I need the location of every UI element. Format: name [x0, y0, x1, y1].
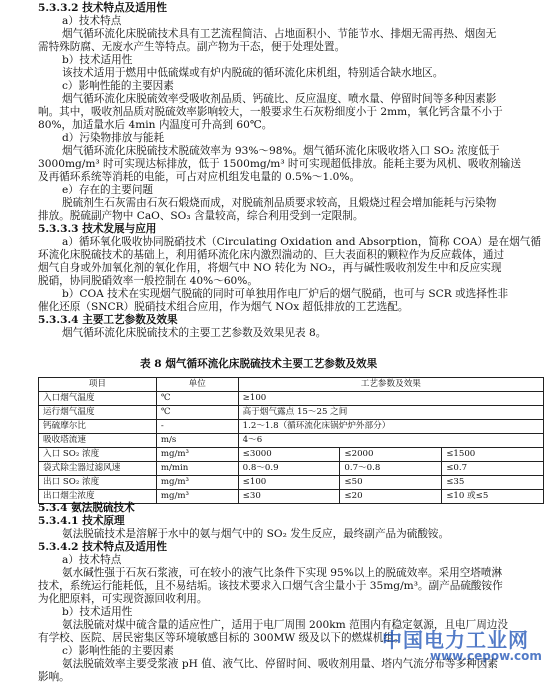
- row-unit: ℃: [156, 406, 238, 420]
- paragraph-line: 有学校、医院、居民密集区等环境敏感目标的 300MW 级及以下的燃煤机组。: [38, 632, 405, 644]
- row-value: ≤30: [238, 490, 340, 504]
- row-value: ≤50: [340, 476, 442, 490]
- table-row: [39, 462, 544, 476]
- row-value: ≤10 或≤5: [442, 490, 544, 504]
- paragraph-line: 脱硝，协同脱硝效率一般控制在 40%～60%。: [38, 275, 258, 287]
- paragraph-line: b）COA 技术在实现烟气脱硫的同时可单独用作电厂炉后的烟气脱硝，也可与 SCR 或选择性非: [62, 288, 509, 300]
- table-caption: 表 8 烟气循环流化床脱硫技术主要工艺参数及效果: [140, 358, 378, 370]
- sub-heading: c）影响性能的主要因素: [62, 645, 174, 657]
- paragraph-line: 烟气自身或外加氧化剂的氧化作用，将烟气中 NO 转化为 NO₂，再与碱性吸收剂发生中和反应实现: [38, 262, 502, 274]
- row-value: 1.2～1.8（循环流化床锅炉炉外部分）: [238, 420, 543, 434]
- table-row: [39, 406, 544, 420]
- watermark-url: www.cepow.com: [430, 649, 542, 663]
- heading-5-3-3-4: 5.3.3.4 主要工艺参数及效果: [38, 314, 178, 326]
- sub-heading: c）影响性能的主要因素: [62, 80, 174, 92]
- sub-heading: e）存在的主要问题: [62, 184, 154, 196]
- paragraph-line: 80%，加适量水后 4min 内温度可升高到 60℃。: [38, 119, 273, 131]
- table-header-row: [39, 378, 544, 392]
- sub-heading: b）技术适用性: [62, 606, 133, 618]
- row-unit: mg/m³: [156, 490, 238, 504]
- row-value: ≤0.7: [442, 462, 544, 476]
- heading-5-3-4: 5.3.4 氨法脱硫技术: [38, 502, 135, 514]
- paragraph-line: 烟气循环流化床脱硫技术具有工艺流程简洁、占地面积小、节能节水、排烟无需再热、烟囱无: [62, 28, 497, 40]
- row-value: 高于烟气露点 15～25 之间: [238, 406, 543, 420]
- paragraph-line: 为化肥原料，可实现资源回收利用。: [38, 593, 208, 605]
- table-row: [39, 448, 544, 462]
- row-value: ≤1500: [442, 448, 544, 462]
- sub-heading: d）污染物排放与能耗: [62, 132, 165, 144]
- table-row: [39, 420, 544, 434]
- sub-heading: a）技术特点: [62, 554, 122, 566]
- table-row: [39, 476, 544, 490]
- process-parameter-table: [38, 377, 544, 504]
- paragraph-line: 烟气循环流化床脱硫技术脱硫效率为 93%～98%。烟气循环流化床吸收塔入口 SO₂ 浓度低于: [62, 145, 500, 157]
- row-value: ≤20: [340, 490, 442, 504]
- row-value: ≤100: [238, 476, 340, 490]
- row-value: ≤2000: [340, 448, 442, 462]
- paragraph-line: 响。其中，吸收剂品质对脱硫效率影响较大，一般要求生石灰粉细度小于 2mm，氧化钙含量不小于: [38, 106, 503, 118]
- paragraph-line: a）循环氧化吸收协同脱硝技术（Circulating Oxidation and Absorption，简称 COA）是在烟气循: [62, 236, 541, 248]
- header-unit: 单位: [156, 378, 238, 392]
- row-value: ≤35: [442, 476, 544, 490]
- paragraph-line: 氨法脱硫对煤中硫含量的适应性广，适用于电厂周围 200km 范围内有稳定氨源，且电厂周边没: [62, 619, 508, 631]
- heading-5-3-4-2: 5.3.4.2 技术特点及适用性: [38, 541, 167, 553]
- row-item: 出口 SO₂ 浓度: [39, 476, 157, 490]
- row-value: ≥100: [238, 392, 543, 406]
- paragraph-line: 3000mg/m³ 时可实现达标排放，低于 1500mg/m³ 时可实现超低排放。能耗主要为风机、吸收剂输送: [38, 158, 521, 170]
- row-item: 运行烟气温度: [39, 406, 157, 420]
- paragraph-line: 需特殊防腐、无废水产生等特点。副产物为干态，便于处理处置。: [38, 41, 346, 53]
- paragraph-line: 烟气循环流化床脱硫技术的主要工艺参数及效果见表 8。: [62, 327, 327, 339]
- paragraph-line: 催化还原（SNCR）脱硝技术组合应用，作为烟气 NOx 超低排放的工艺选配。: [38, 301, 409, 313]
- row-item: 出口烟尘浓度: [39, 490, 157, 504]
- paragraph-line: 技术，系统运行能耗低，且不易结垢。该技术要求入口烟气含尘量小于 35mg/m³。副产品硫酸铵作: [38, 580, 503, 592]
- heading-5-3-4-1: 5.3.4.1 技术原理: [38, 515, 125, 527]
- table-row: [39, 392, 544, 406]
- paragraph-line: 氨水碱性强于石灰石浆液，可在较小的液气比条件下实现 95%以上的脱硫效率。采用空塔喷淋: [62, 567, 503, 579]
- row-item: 吸收塔流速: [39, 434, 157, 448]
- sub-heading: a）技术特点: [62, 15, 122, 27]
- paragraph-line: 烟气循环流化床脱硫效率受吸收剂品质、钙硫比、反应温度、喷水量、停留时间等多种因素影: [62, 93, 497, 105]
- row-value: ≤3000: [238, 448, 340, 462]
- paragraph-line: 及再循环系统等消耗的电能，可占对应机组发电量的 0.5%～1.0%。: [38, 171, 361, 183]
- paragraph-line: 氨法脱硫技术是溶解于水中的氨与烟气中的 SO₂ 发生反应，最终副产品为硫酸铵。: [62, 528, 450, 540]
- row-unit: mg/m³: [156, 448, 238, 462]
- row-value: 4～6: [238, 434, 543, 448]
- row-item: 袋式除尘器过滤风速: [39, 462, 157, 476]
- paragraph-line: 环流化床脱硫技术的基础上，利用循环流化床内激烈湍动的、巨大表面积的颗粒作为反应载体，通过: [38, 249, 505, 261]
- row-unit: mg/m³: [156, 476, 238, 490]
- header-effect: 工艺参数及效果: [238, 378, 543, 392]
- row-item: 入口 SO₂ 浓度: [39, 448, 157, 462]
- row-value: 0.7～0.8: [340, 462, 442, 476]
- row-unit: ℃: [156, 392, 238, 406]
- row-unit: -: [156, 420, 238, 434]
- row-item: 入口烟气温度: [39, 392, 157, 406]
- row-unit: m/min: [156, 462, 238, 476]
- watermark-logo-text: 中国电力工业网: [382, 628, 529, 652]
- heading-5-3-3-2: 5.3.3.2 技术特点及适用性: [38, 2, 167, 14]
- row-unit: m/s: [156, 434, 238, 448]
- table-row: [39, 434, 544, 448]
- paragraph-line: 该技术适用于燃用中低硫煤或有炉内脱硫的循环流化床机组，特别适合缺水地区。: [62, 67, 444, 79]
- row-value: 0.8～0.9: [238, 462, 340, 476]
- sub-heading: b）技术适用性: [62, 54, 133, 66]
- heading-5-3-3-3: 5.3.3.3 技术发展与应用: [38, 223, 157, 235]
- paragraph-line: 影响。: [38, 671, 70, 683]
- header-item: 项目: [39, 378, 157, 392]
- paragraph-line: 脱硫剂生石灰需由石灰石煅烧而成，对脱硫剂品质要求较高，且煅烧过程会增加能耗与污染物: [62, 197, 497, 209]
- row-item: 钙硫摩尔比: [39, 420, 157, 434]
- paragraph-line: 排放。脱硫副产物中 CaO、SO₃ 含量较高，综合利用受到一定限制。: [38, 210, 364, 222]
- paragraph-line: 氨法脱硫效率主要受浆液 pH 值、液气比、停留时间、吸收剂用量、塔内气流分布等多种因素: [62, 658, 498, 670]
